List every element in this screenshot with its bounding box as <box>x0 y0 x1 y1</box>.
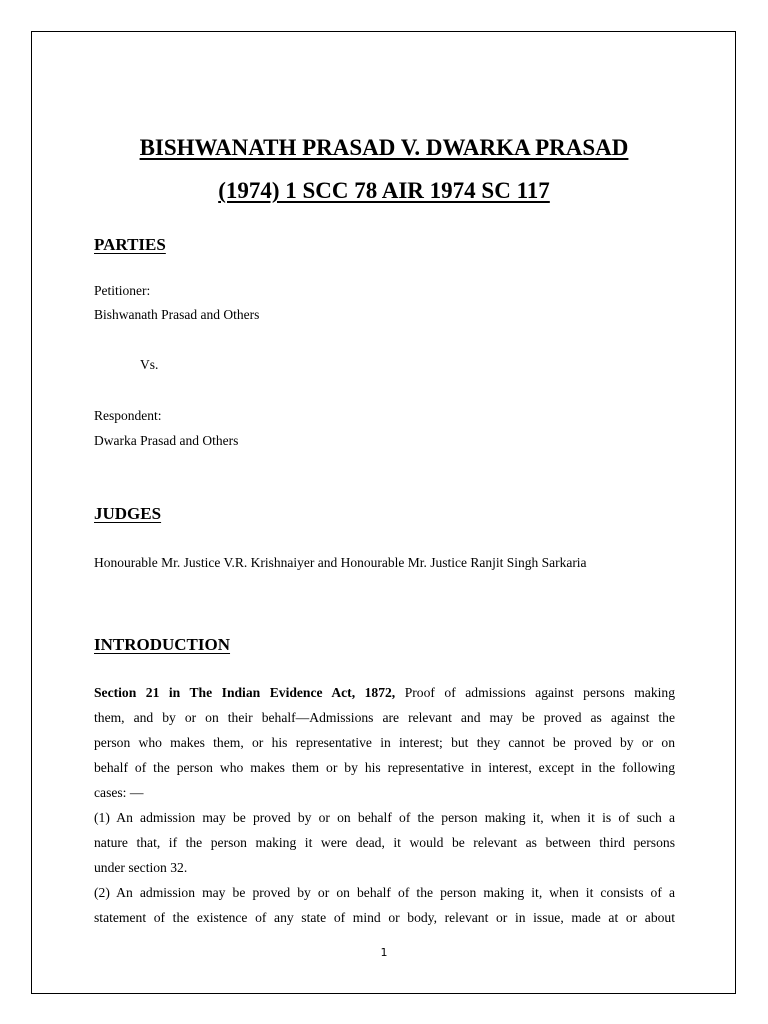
page-number: 1 <box>380 946 388 959</box>
intro-line: statement of the existence of any state of mind or body, relevant or in issue, made at or about <box>94 910 675 925</box>
introduction-body <box>94 680 675 930</box>
intro-line: under section 32. <box>94 860 188 875</box>
intro-line: cases: — <box>94 785 144 800</box>
parties-heading: PARTIES <box>94 235 166 254</box>
petitioner-label: Petitioner: <box>94 283 151 298</box>
intro-line: nature that, if the person making it were dead, it would be relevant as between third persons <box>94 835 675 850</box>
judges-heading: JUDGES <box>94 504 162 523</box>
section-reference: Section 21 in The Indian Evidence Act, 1872, <box>94 685 396 700</box>
intro-line: (1) An admission may be proved by or on behalf of the person making it, when it is of such a <box>94 810 675 825</box>
intro-line: person who makes them, or his representative in interest; but they cannot be proved by or on <box>94 735 675 750</box>
judges-text: Honourable Mr. Justice V.R. Krishnaiyer and Honourable Mr. Justice Ranjit Singh Sarkaria <box>94 555 587 570</box>
intro-line: behalf of the person who makes them or by his representative in interest, except in the following <box>94 760 675 775</box>
intro-line: (2) An admission may be proved by or on behalf of the person making it, when it consists of a <box>94 885 675 900</box>
intro-line: them, and by or on their behalf—Admissions are relevant and may be proved as against the <box>94 710 675 725</box>
respondent-label: Respondent: <box>94 408 162 423</box>
versus-label: Vs. <box>140 357 159 372</box>
document-citation: (1974) 1 SCC 78 AIR 1974 SC 117 <box>218 178 550 203</box>
intro-line-text: Proof of admissions against persons making <box>404 685 675 700</box>
introduction-heading: INTRODUCTION <box>94 635 231 654</box>
respondent-name: Dwarka Prasad and Others <box>94 433 239 448</box>
petitioner-name: Bishwanath Prasad and Others <box>94 307 260 322</box>
document-title: BISHWANATH PRASAD V. DWARKA PRASAD <box>139 135 629 160</box>
intro-line <box>94 680 675 705</box>
